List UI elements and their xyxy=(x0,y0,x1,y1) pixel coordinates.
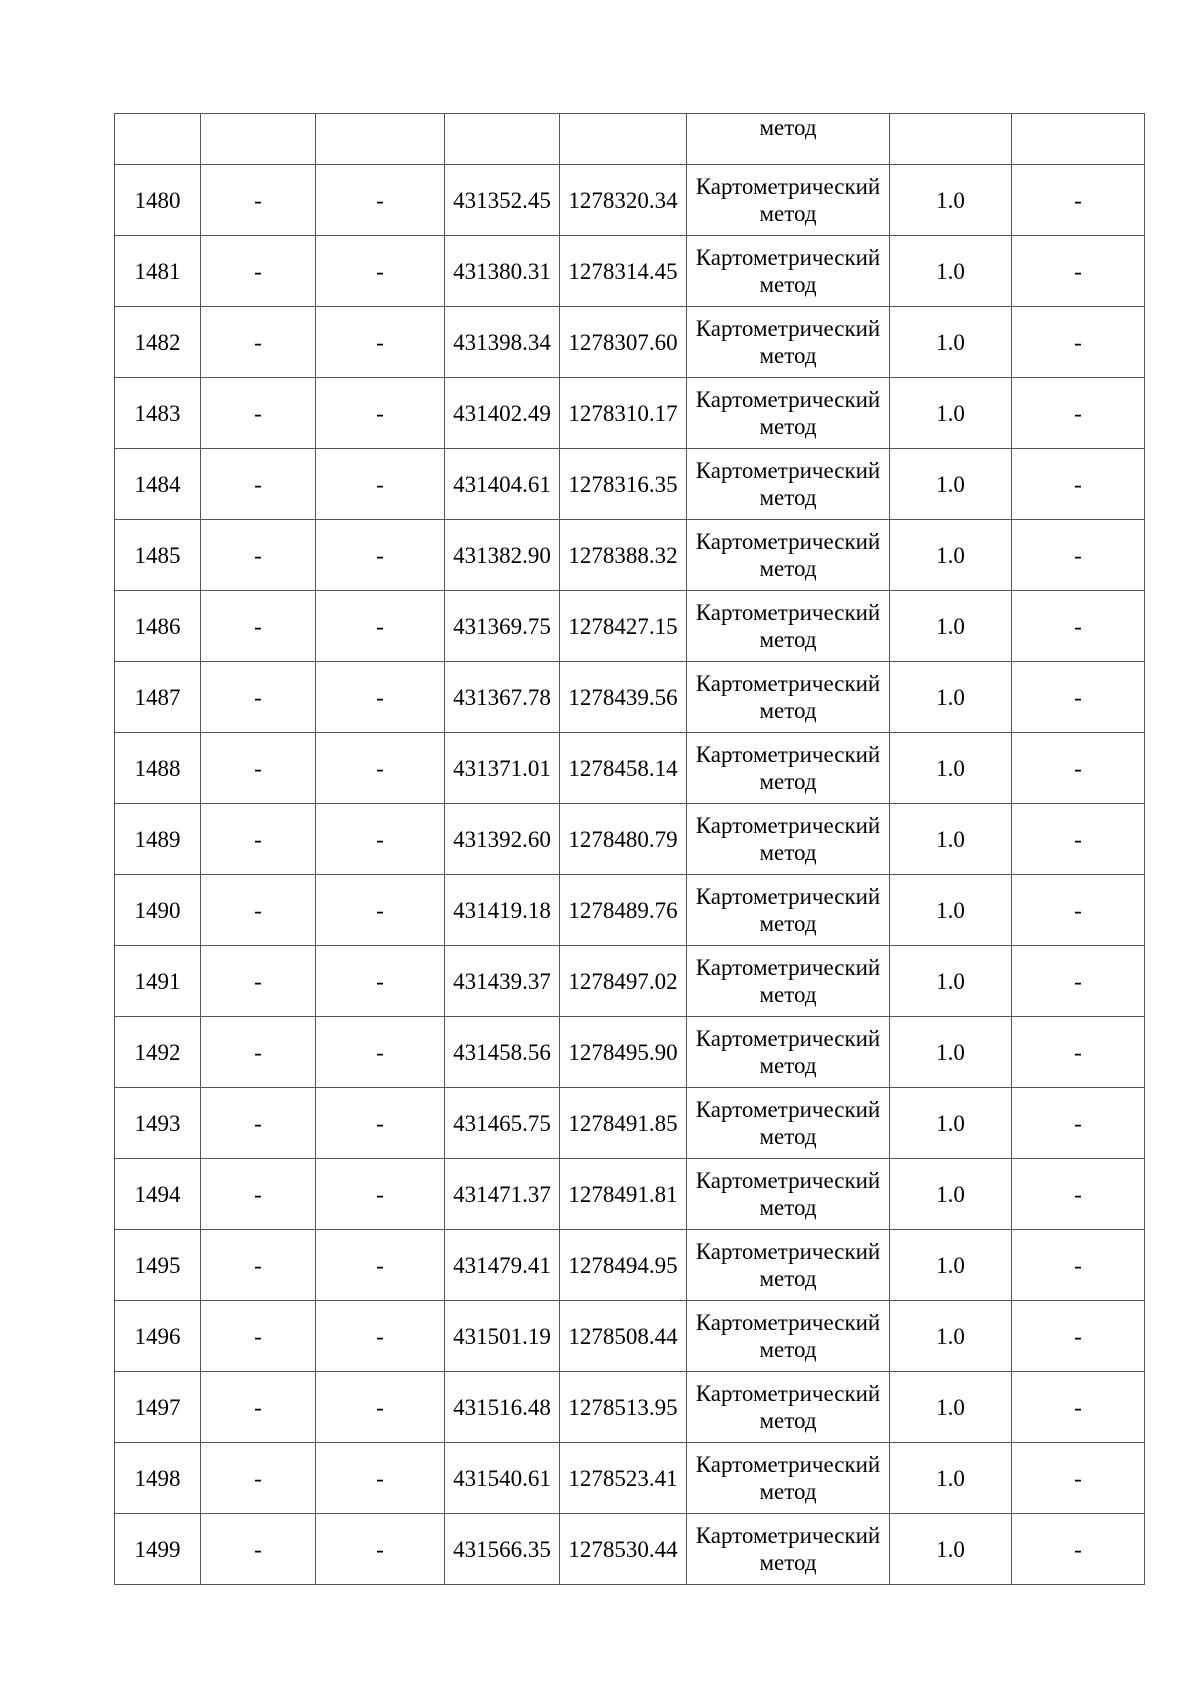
cell-dash: - xyxy=(316,1514,445,1585)
cell-y-coordinate: 1278439.56 xyxy=(560,662,687,733)
cell-accuracy: 1.0 xyxy=(890,1301,1012,1372)
cell-x-coordinate: 431439.37 xyxy=(445,946,560,1017)
cell-method: Картометрический метод xyxy=(687,1514,890,1585)
cell-accuracy: 1.0 xyxy=(890,1230,1012,1301)
cell-y-coordinate: 1278508.44 xyxy=(560,1301,687,1372)
cell-dash: - xyxy=(1012,1230,1145,1301)
cell-dash: - xyxy=(316,1230,445,1301)
cell-point-number: 1484 xyxy=(115,449,201,520)
cell-x-coordinate: 431419.18 xyxy=(445,875,560,946)
cell-dash: - xyxy=(316,1088,445,1159)
cell-accuracy: 1.0 xyxy=(890,1443,1012,1514)
cell-point-number: 1497 xyxy=(115,1372,201,1443)
cell-x-coordinate: 431369.75 xyxy=(445,591,560,662)
table-row xyxy=(115,1159,1145,1230)
table-row xyxy=(115,1372,1145,1443)
cell-method: Картометрический метод xyxy=(687,662,890,733)
cell-empty xyxy=(316,114,445,165)
cell-dash: - xyxy=(1012,1301,1145,1372)
cell-dash: - xyxy=(1012,875,1145,946)
cell-dash: - xyxy=(316,1159,445,1230)
cell-point-number: 1485 xyxy=(115,520,201,591)
cell-method: Картометрический метод xyxy=(687,1017,890,1088)
cell-dash: - xyxy=(316,1443,445,1514)
cell-dash: - xyxy=(1012,449,1145,520)
cell-point-number: 1488 xyxy=(115,733,201,804)
cell-x-coordinate: 431352.45 xyxy=(445,165,560,236)
table-row xyxy=(115,1230,1145,1301)
table-row xyxy=(115,236,1145,307)
cell-dash: - xyxy=(1012,946,1145,1017)
cell-point-number: 1496 xyxy=(115,1301,201,1372)
cell-point-number: 1498 xyxy=(115,1443,201,1514)
cell-method: Картометрический метод xyxy=(687,449,890,520)
cell-dash: - xyxy=(1012,733,1145,804)
cell-accuracy: 1.0 xyxy=(890,591,1012,662)
cell-x-coordinate: 431566.35 xyxy=(445,1514,560,1585)
cell-accuracy: 1.0 xyxy=(890,875,1012,946)
cell-empty xyxy=(115,114,201,165)
cell-method: Картометрический метод xyxy=(687,1372,890,1443)
cell-accuracy: 1.0 xyxy=(890,236,1012,307)
cell-point-number: 1495 xyxy=(115,1230,201,1301)
cell-dash: - xyxy=(316,733,445,804)
cell-point-number: 1486 xyxy=(115,591,201,662)
cell-dash: - xyxy=(316,804,445,875)
cell-accuracy: 1.0 xyxy=(890,1514,1012,1585)
cell-y-coordinate: 1278489.76 xyxy=(560,875,687,946)
cell-method: Картометрический метод xyxy=(687,1443,890,1514)
cell-method: Картометрический метод xyxy=(687,1088,890,1159)
cell-method: Картометрический метод xyxy=(687,946,890,1017)
cell-method: Картометрический метод xyxy=(687,165,890,236)
cell-x-coordinate: 431471.37 xyxy=(445,1159,560,1230)
cell-accuracy: 1.0 xyxy=(890,733,1012,804)
cell-dash: - xyxy=(1012,1017,1145,1088)
cell-dash: - xyxy=(201,733,316,804)
cell-dash: - xyxy=(1012,1514,1145,1585)
cell-dash: - xyxy=(316,520,445,591)
cell-y-coordinate: 1278310.17 xyxy=(560,378,687,449)
table-row xyxy=(115,804,1145,875)
cell-method: метод xyxy=(687,114,890,165)
cell-accuracy: 1.0 xyxy=(890,804,1012,875)
cell-x-coordinate: 431458.56 xyxy=(445,1017,560,1088)
table-row xyxy=(115,662,1145,733)
cell-dash: - xyxy=(1012,1088,1145,1159)
cell-empty xyxy=(445,114,560,165)
cell-dash: - xyxy=(201,1017,316,1088)
cell-method: Картометрический метод xyxy=(687,236,890,307)
cell-point-number: 1494 xyxy=(115,1159,201,1230)
cell-point-number: 1481 xyxy=(115,236,201,307)
cell-dash: - xyxy=(201,1230,316,1301)
cell-method: Картометрический метод xyxy=(687,307,890,378)
table-row xyxy=(115,591,1145,662)
cell-dash: - xyxy=(316,662,445,733)
cell-dash: - xyxy=(1012,662,1145,733)
cell-x-coordinate: 431367.78 xyxy=(445,662,560,733)
continuation-row xyxy=(115,114,1145,165)
cell-accuracy: 1.0 xyxy=(890,449,1012,520)
cell-dash: - xyxy=(316,236,445,307)
cell-dash: - xyxy=(201,875,316,946)
cell-empty xyxy=(560,114,687,165)
cell-y-coordinate: 1278523.41 xyxy=(560,1443,687,1514)
cell-dash: - xyxy=(316,875,445,946)
table-row xyxy=(115,520,1145,591)
table-row xyxy=(115,307,1145,378)
cell-dash: - xyxy=(201,662,316,733)
cell-accuracy: 1.0 xyxy=(890,1372,1012,1443)
cell-dash: - xyxy=(1012,1372,1145,1443)
cell-dash: - xyxy=(316,591,445,662)
table-body xyxy=(115,114,1145,1585)
cell-dash: - xyxy=(316,307,445,378)
cell-y-coordinate: 1278495.90 xyxy=(560,1017,687,1088)
cell-y-coordinate: 1278513.95 xyxy=(560,1372,687,1443)
cell-dash: - xyxy=(1012,236,1145,307)
table-row xyxy=(115,1017,1145,1088)
cell-method: Картометрический метод xyxy=(687,804,890,875)
cell-method: Картометрический метод xyxy=(687,1159,890,1230)
cell-method: Картометрический метод xyxy=(687,378,890,449)
cell-method: Картометрический метод xyxy=(687,733,890,804)
cell-dash: - xyxy=(1012,378,1145,449)
cell-dash: - xyxy=(201,307,316,378)
cell-dash: - xyxy=(316,449,445,520)
cell-accuracy: 1.0 xyxy=(890,307,1012,378)
cell-dash: - xyxy=(201,236,316,307)
cell-x-coordinate: 431540.61 xyxy=(445,1443,560,1514)
cell-point-number: 1483 xyxy=(115,378,201,449)
table-row xyxy=(115,449,1145,520)
cell-dash: - xyxy=(1012,307,1145,378)
cell-x-coordinate: 431398.34 xyxy=(445,307,560,378)
cell-x-coordinate: 431371.01 xyxy=(445,733,560,804)
cell-point-number: 1492 xyxy=(115,1017,201,1088)
cell-dash: - xyxy=(201,591,316,662)
cell-y-coordinate: 1278494.95 xyxy=(560,1230,687,1301)
cell-dash: - xyxy=(201,520,316,591)
cell-dash: - xyxy=(201,1514,316,1585)
cell-y-coordinate: 1278458.14 xyxy=(560,733,687,804)
cell-dash: - xyxy=(1012,520,1145,591)
cell-accuracy: 1.0 xyxy=(890,520,1012,591)
cell-x-coordinate: 431501.19 xyxy=(445,1301,560,1372)
cell-y-coordinate: 1278491.85 xyxy=(560,1088,687,1159)
cell-point-number: 1487 xyxy=(115,662,201,733)
cell-x-coordinate: 431479.41 xyxy=(445,1230,560,1301)
cell-dash: - xyxy=(1012,1159,1145,1230)
table-row xyxy=(115,875,1145,946)
table-row xyxy=(115,1301,1145,1372)
cell-x-coordinate: 431382.90 xyxy=(445,520,560,591)
cell-accuracy: 1.0 xyxy=(890,165,1012,236)
cell-dash: - xyxy=(201,1372,316,1443)
cell-point-number: 1489 xyxy=(115,804,201,875)
cell-y-coordinate: 1278314.45 xyxy=(560,236,687,307)
cell-dash: - xyxy=(201,378,316,449)
cell-method: Картометрический метод xyxy=(687,520,890,591)
cell-dash: - xyxy=(201,165,316,236)
cell-point-number: 1480 xyxy=(115,165,201,236)
cell-dash: - xyxy=(201,1088,316,1159)
table-row xyxy=(115,1514,1145,1585)
cell-y-coordinate: 1278491.81 xyxy=(560,1159,687,1230)
cell-dash: - xyxy=(316,946,445,1017)
cell-dash: - xyxy=(1012,591,1145,662)
table-row xyxy=(115,733,1145,804)
cell-y-coordinate: 1278530.44 xyxy=(560,1514,687,1585)
cell-dash: - xyxy=(201,1443,316,1514)
cell-empty xyxy=(1012,114,1145,165)
cell-empty xyxy=(890,114,1012,165)
cell-point-number: 1493 xyxy=(115,1088,201,1159)
table-row xyxy=(115,378,1145,449)
cell-accuracy: 1.0 xyxy=(890,1159,1012,1230)
cell-point-number: 1482 xyxy=(115,307,201,378)
cell-y-coordinate: 1278480.79 xyxy=(560,804,687,875)
cell-dash: - xyxy=(1012,165,1145,236)
cell-point-number: 1490 xyxy=(115,875,201,946)
cell-y-coordinate: 1278427.15 xyxy=(560,591,687,662)
cell-method: Картометрический метод xyxy=(687,875,890,946)
cell-method: Картометрический метод xyxy=(687,1301,890,1372)
cell-dash: - xyxy=(316,1372,445,1443)
cell-x-coordinate: 431465.75 xyxy=(445,1088,560,1159)
cell-y-coordinate: 1278497.02 xyxy=(560,946,687,1017)
cell-x-coordinate: 431402.49 xyxy=(445,378,560,449)
cell-accuracy: 1.0 xyxy=(890,1017,1012,1088)
table-row xyxy=(115,946,1145,1017)
cell-y-coordinate: 1278316.35 xyxy=(560,449,687,520)
cell-x-coordinate: 431392.60 xyxy=(445,804,560,875)
cell-accuracy: 1.0 xyxy=(890,1088,1012,1159)
cell-dash: - xyxy=(1012,1443,1145,1514)
cell-accuracy: 1.0 xyxy=(890,378,1012,449)
cell-dash: - xyxy=(316,1301,445,1372)
cell-dash: - xyxy=(201,804,316,875)
cell-accuracy: 1.0 xyxy=(890,946,1012,1017)
cell-x-coordinate: 431516.48 xyxy=(445,1372,560,1443)
cell-accuracy: 1.0 xyxy=(890,662,1012,733)
cell-dash: - xyxy=(201,946,316,1017)
cell-dash: - xyxy=(1012,804,1145,875)
cell-dash: - xyxy=(201,1301,316,1372)
table-row xyxy=(115,1443,1145,1514)
cell-y-coordinate: 1278307.60 xyxy=(560,307,687,378)
coordinates-table xyxy=(114,113,1145,1585)
cell-empty xyxy=(201,114,316,165)
cell-dash: - xyxy=(201,449,316,520)
table-row xyxy=(115,1088,1145,1159)
cell-point-number: 1499 xyxy=(115,1514,201,1585)
cell-x-coordinate: 431404.61 xyxy=(445,449,560,520)
cell-y-coordinate: 1278388.32 xyxy=(560,520,687,591)
table-row xyxy=(115,165,1145,236)
cell-method: Картометрический метод xyxy=(687,1230,890,1301)
cell-dash: - xyxy=(201,1159,316,1230)
cell-point-number: 1491 xyxy=(115,946,201,1017)
cell-dash: - xyxy=(316,1017,445,1088)
cell-method: Картометрический метод xyxy=(687,591,890,662)
cell-x-coordinate: 431380.31 xyxy=(445,236,560,307)
cell-dash: - xyxy=(316,165,445,236)
cell-dash: - xyxy=(316,378,445,449)
cell-y-coordinate: 1278320.34 xyxy=(560,165,687,236)
